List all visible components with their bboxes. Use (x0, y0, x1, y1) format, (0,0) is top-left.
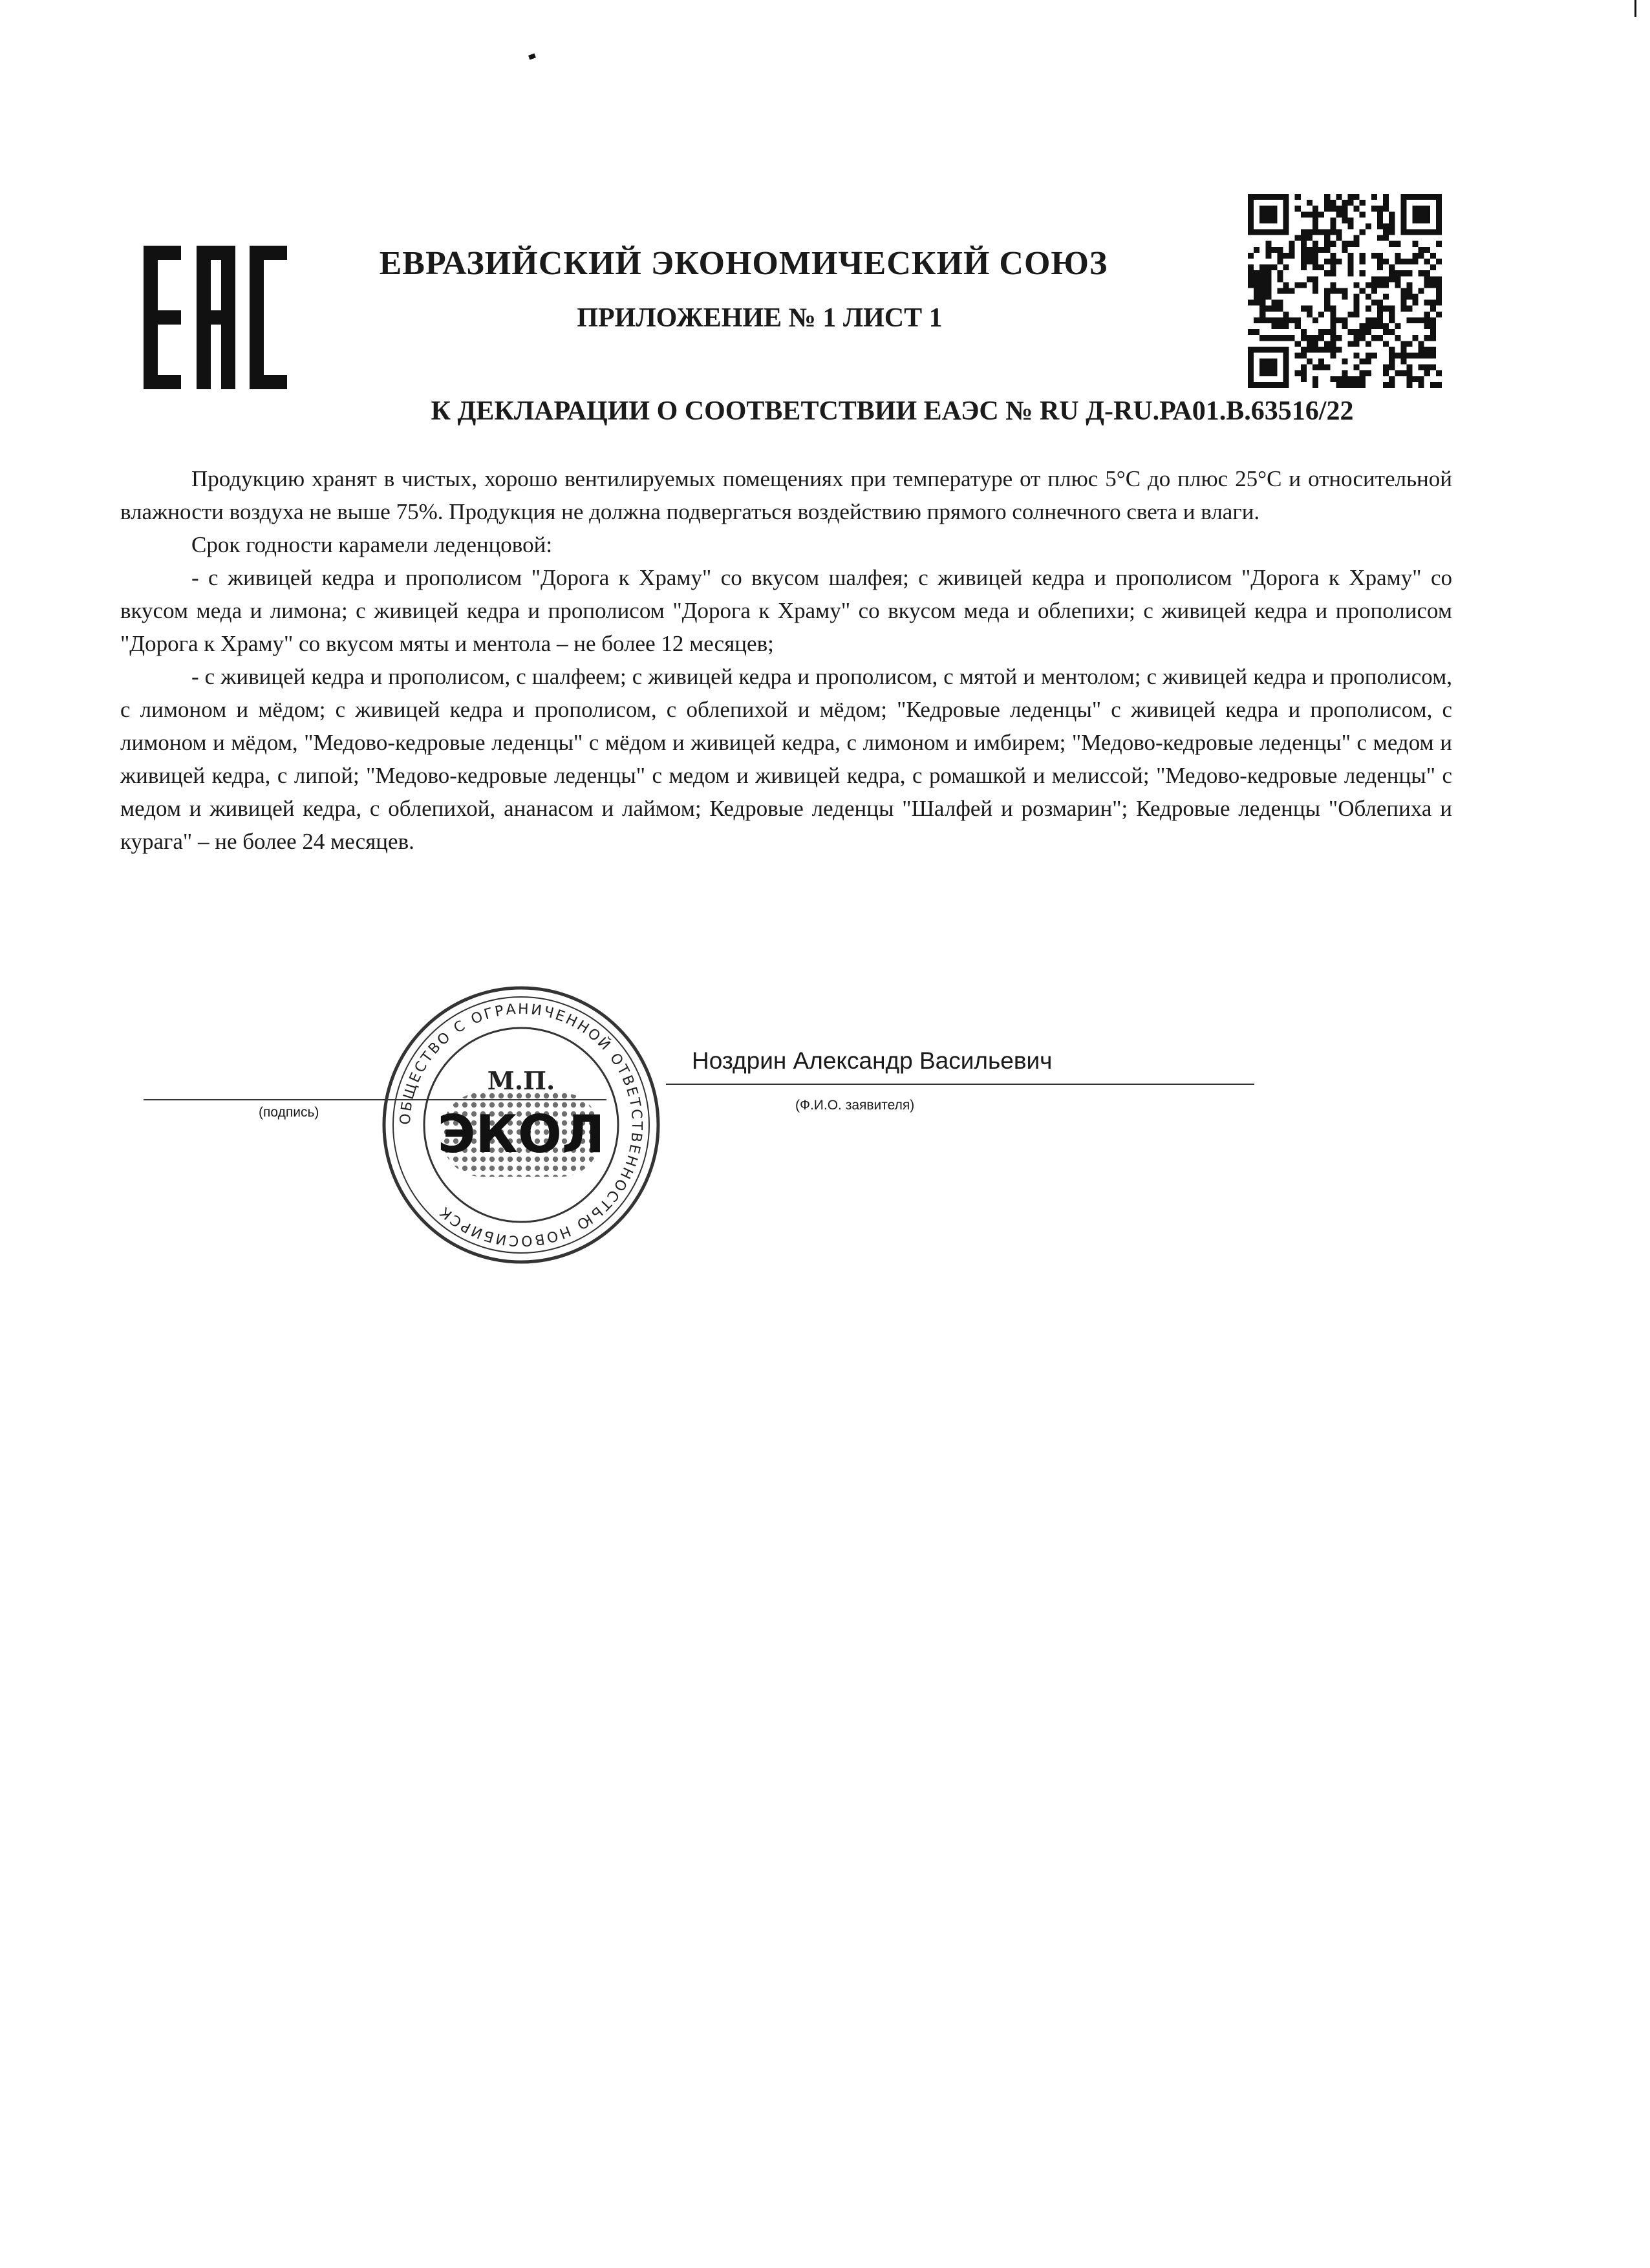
stamp-mp-text: М.П. (487, 1066, 555, 1095)
scan-speck (528, 54, 536, 60)
storage-paragraph: Продукцию хранят в чистых, хорошо вентилируемых помещениях при температуре от плюс 5°С до плюс 25°С и относительной влажности воздуха не выше 75%. Продукция не должна подвергаться воздействию прямого солнечного света и влаги. (120, 466, 1452, 524)
annex-title: ПРИЛОЖЕНИЕ № 1 ЛИСТ 1 (577, 303, 943, 333)
name-caption: (Ф.И.О. заявителя) (795, 1098, 915, 1113)
eac-mark-logo (144, 246, 287, 389)
stamp-ring-text: ОБЩЕСТВО С ОГРАНИЧЕННОЙ ОТВЕТСТВЕННОСТЬЮ НОВОСИБИРСК (397, 1001, 645, 1249)
stamp-logo-text: ЭКОЛ (437, 1104, 605, 1164)
name-line (666, 1084, 1254, 1085)
shelf-life-12-months: - с живицей кедра и прополисом "Дорога к Храму" со вкусом шалфея; с живицей кедра и прополисом "Дорога к Храму" со вкусом меда и лимона; с живицей кедра и прополисом "Дорога к Храму" со вкусом меда и облепихи; с живицей кедра и прополисом "Дорога к Храму" со вкусом мяты и ментола – не более 12 месяцев; (120, 565, 1452, 656)
signature-caption: (подпись) (259, 1105, 319, 1120)
scan-edge-mark (1634, 0, 1636, 17)
signer-name: Ноздрин Александр Васильевич (692, 1047, 1053, 1074)
union-title: ЕВРАЗИЙСКИЙ ЭКОНОМИЧЕСКИЙ СОЮЗ (379, 245, 1108, 282)
shelf-life-heading: Срок годности карамели леденцовой: (191, 532, 553, 557)
company-stamp (379, 983, 663, 1267)
declaration-number: К ДЕКЛАРАЦИИ О СООТВЕТСТВИИ ЕАЭС № RU Д-RU.РА01.В.63516/22 (431, 396, 1354, 426)
document-body (120, 462, 1452, 858)
qr-code-icon (1248, 194, 1442, 388)
shelf-life-24-months: - с живицей кедра и прополисом, с шалфеем; с живицей кедра и прополисом, с мятой и ментолом; с живицей кедра и прополисом, с лимоном и мёдом; с живицей кедра и прополисом, с облепихой и мёдом; "Кедровые леденцы" с живицей кедра и прополисом, с лимоном и мёдом, "Медово-кедровые леденцы" с мёдом и живицей кедра, с лимоном и имбирем; "Медово-кедровые леденцы" с медом и живицей кедра, с липой; "Медово-кедровые леденцы" с медом и живицей кедра, с ромашкой и мелиссой; "Медово-кедровые леденцы" с медом и живицей кедра, с облепихой, ананасом и лаймом; Кедровые леденцы "Шалфей и розмарин"; Кедровые леденцы "Облепиха и курага" – не более 24 месяцев. (120, 664, 1452, 854)
